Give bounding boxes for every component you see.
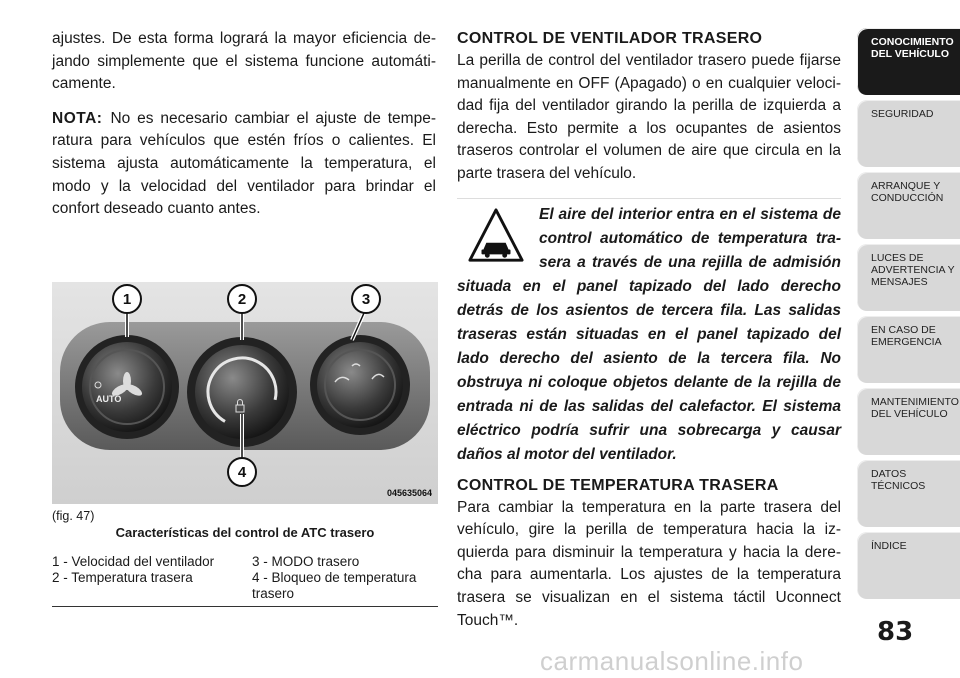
figure-code: 045635064 bbox=[386, 488, 432, 498]
warning-text: El aire del interior entra en el sistema de control automático de temperatura tra-sera a través de una rejilla de admisión situada en el panel tapizado del lado derecho detrás de los asientos de tercera fila. Las salidas traseras están situadas en el panel tapizado del lado derecho del asiento de la tercera fila. No obstruya ni coloque objetos delante de la rejilla de entrada ni de las salidas del calefactor. El sistema eléctrico podría sufrir una sobrecarga y causar daños al motor del ventilador. bbox=[457, 205, 841, 463]
legend-divider bbox=[52, 606, 438, 607]
tab-emergencia[interactable]: EN CASO DE EMERGENCIA bbox=[857, 316, 960, 383]
heading-rear-fan: CONTROL DE VENTILADOR TRASERO bbox=[457, 30, 763, 47]
fan-speed-knob bbox=[75, 335, 179, 439]
svg-text:1: 1 bbox=[122, 291, 132, 308]
page-number: 83 bbox=[877, 617, 914, 647]
note-label: NOTA: bbox=[52, 109, 103, 127]
rear-temp-paragraph: Para cambiar la temperatura en la parte trasera del vehículo, gire la perilla de temperatura hacia la iz-quierda para disminuir la temperatura y hacia la dere-cha para aumentarla. Los ajustes de la temperatura trasera se visualizan en el sistema táctil Uconnect Touch™. bbox=[457, 498, 841, 629]
svg-text:3: 3 bbox=[361, 291, 371, 308]
figure-caption: Características del control de ATC trasero bbox=[115, 525, 375, 540]
section-tabs bbox=[857, 28, 960, 604]
figure-meta bbox=[52, 509, 438, 602]
tab-mantenimiento[interactable]: MANTENIMIENTO DEL VEHÍCULO bbox=[857, 388, 960, 455]
atc-knobs-illustration bbox=[52, 282, 438, 504]
heading-rear-temp: CONTROL DE TEMPERATURA TRASERA bbox=[457, 476, 779, 494]
warning-block bbox=[457, 198, 841, 467]
rear-fan-paragraph: La perilla de control del ventilador trasero puede fijarse manualmente en OFF (Apagado) o en cualquier veloci-dad fija del ventilador girando la perilla de izquierda a derecha. Esto permite a los ocupantes de asientos traseros controlar el volumen de aire que circula en la parte trasera del vehículo. bbox=[457, 52, 841, 182]
warning-triangle-icon bbox=[467, 207, 525, 265]
watermark: carmanualsonline.info bbox=[540, 646, 804, 676]
legend-item: 3 - MODO trasero bbox=[252, 554, 360, 569]
tab-conocimiento[interactable]: CONOCIMIENTO DEL VEHÍCULO bbox=[857, 28, 960, 95]
mode-knob bbox=[310, 335, 410, 435]
figure-label: (fig. 47) bbox=[52, 509, 95, 523]
auto-label: AUTO bbox=[96, 394, 122, 404]
intro-paragraph: ajustes. De esta forma logrará la mayor eficiencia de-jando simplemente que el sistema funcione automáti-camente. bbox=[52, 30, 436, 93]
legend-item: 2 - Temperatura trasera bbox=[52, 570, 193, 585]
note-text: No es necesario cambiar el ajuste de tempe-ratura para vehículos que estén fríos o calientes. El sistema ajusta automáticamente la temperatura, el modo y la velocidad del ventilador para brindar el confort deseado cuanto antes. bbox=[52, 109, 436, 218]
left-column bbox=[52, 28, 436, 233]
tab-datos[interactable]: DATOS TÉCNICOS bbox=[857, 460, 960, 527]
atc-control-figure bbox=[52, 282, 438, 504]
note-paragraph bbox=[52, 108, 436, 221]
tab-arranque[interactable]: ARRANQUE Y CONDUCCIÓN bbox=[857, 172, 960, 239]
tab-luces[interactable]: LUCES DE ADVERTENCIA Y MENSAJES bbox=[857, 244, 960, 311]
svg-text:4: 4 bbox=[237, 464, 247, 481]
right-column bbox=[457, 28, 841, 644]
legend-item: 1 - Velocidad del ventilador bbox=[52, 554, 215, 569]
figure-legend bbox=[52, 554, 438, 602]
tab-seguridad[interactable]: SEGURIDAD bbox=[857, 100, 960, 167]
svg-text:2: 2 bbox=[237, 291, 247, 308]
tab-indice[interactable]: ÍNDICE bbox=[857, 532, 960, 599]
legend-item: 4 - Bloqueo de temperatura trasero bbox=[252, 570, 417, 601]
